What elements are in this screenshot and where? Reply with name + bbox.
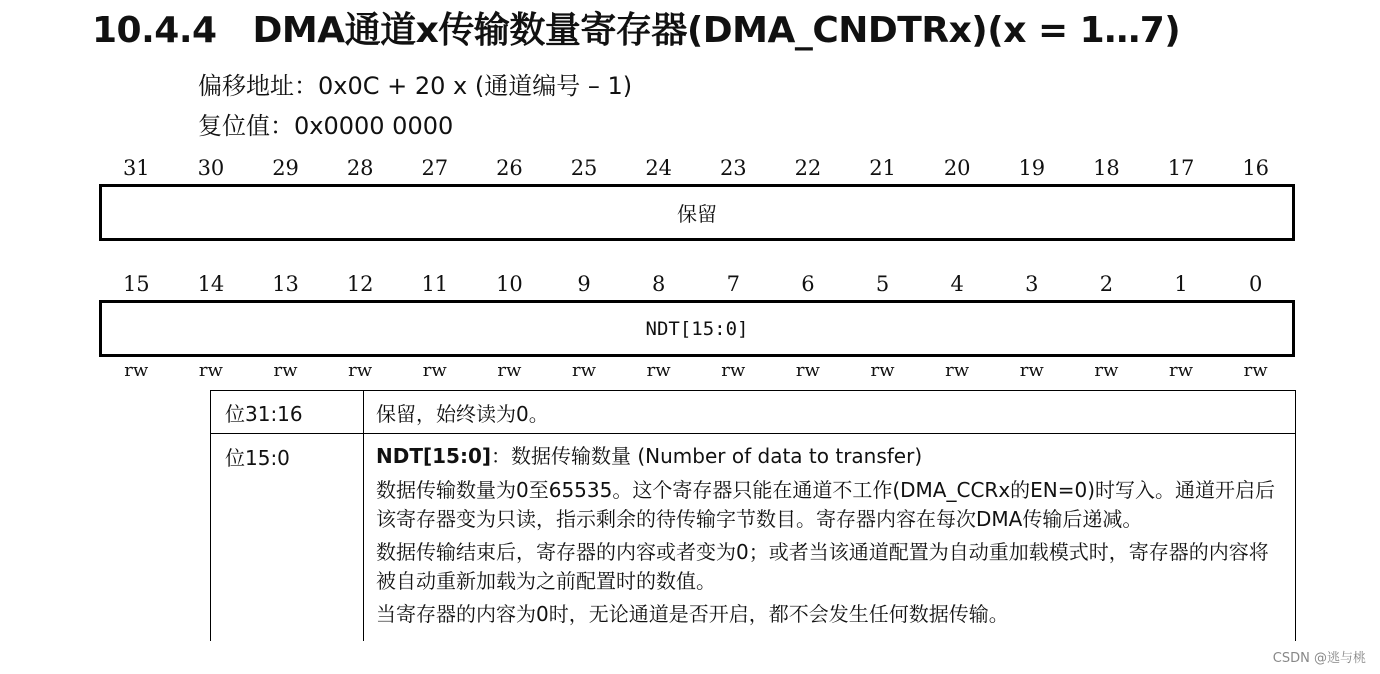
section-title: DMA通道x传输数量寄存器(DMA_CNDTRx)(x = 1…7) [252,10,1181,51]
bit-number: 25 [570,156,598,180]
bit-number: 0 [1249,272,1263,296]
bit-number: 19 [1018,156,1046,180]
bit-number: 22 [794,156,822,180]
field-heading [376,442,1283,470]
bit-range-cell: 位15:0 [211,434,364,642]
bit-number: 28 [346,156,374,180]
table-row [211,434,1296,642]
bit-number: 6 [801,272,815,296]
section-heading [92,2,1180,53]
description-paragraph: 数据传输结束后，寄存器的内容或者变为0；或者当该通道配置为自动重加载模式时，寄存器的内容将被自动重新加载为之前配置时的数值。 [376,540,1269,593]
section-number: 10.4.4 [92,10,217,51]
field-name: NDT[15:0] [376,444,492,468]
table-row [211,391,1296,434]
bit-number: 9 [577,272,591,296]
bit-number: 5 [875,272,890,296]
bit-number: 4 [950,272,964,296]
access-type: rw [1169,360,1194,381]
bit-number: 30 [197,156,225,180]
access-type: rw [198,360,223,381]
access-type: rw [1094,360,1119,381]
access-type: rw [795,360,820,381]
bit-number: 15 [122,272,150,296]
bit-number: 7 [726,272,740,296]
description-cell [364,434,1296,642]
bit-number: 16 [1242,156,1270,180]
bit-number: 29 [272,156,299,180]
offset-address: 偏移地址：0x0C + 20 x (通道编号 – 1) [198,72,633,100]
access-type: rw [497,360,522,381]
bit-description-table [210,390,1296,641]
bit-number: 8 [652,272,666,296]
access-row [99,360,1293,381]
bit-number: 1 [1174,272,1188,296]
bit-number: 2 [1099,272,1114,296]
bit-numbers-high [99,156,1293,180]
bit-number: 27 [421,156,449,180]
bit-number: 14 [197,272,225,296]
bit-number: 11 [421,272,449,296]
bit-number: 31 [122,156,150,180]
access-type: rw [721,360,746,381]
access-type: rw [124,360,149,381]
access-type: rw [1243,360,1268,381]
watermark: CSDN @逃与桃 [1272,651,1366,666]
register-reserved-field: 保留 [99,184,1295,241]
bit-number: 12 [346,272,374,296]
access-type: rw [572,360,597,381]
access-type: rw [348,360,373,381]
bit-range-cell: 位31:16 [211,391,364,434]
bit-number: 24 [645,156,673,180]
access-type: rw [870,360,895,381]
access-type: rw [646,360,671,381]
bit-numbers-low [99,272,1293,296]
description-paragraph: 数据传输数量为0至65535。这个寄存器只能在通道不工作(DMA_CCRx的EN=0)时写入。通道开启后该寄存器变为只读，指示剩余的待传输字节数目。寄存器内容在每次DMA传输后递减。 [376,478,1276,531]
access-type: rw [422,360,447,381]
bit-number: 3 [1025,272,1039,296]
description-cell: 保留，始终读为0。 [364,391,1296,434]
bit-number: 21 [869,156,896,180]
register-ndt-field: NDT[15:0] [99,300,1295,357]
reset-value: 复位值：0x0000 0000 [198,112,454,140]
bit-number: 18 [1093,156,1120,180]
bit-number: 13 [272,272,299,296]
description-paragraph: 当寄存器的内容为0时，无论通道是否开启，都不会发生任何数据传输。 [376,602,1009,626]
bit-number: 26 [496,156,523,180]
access-type: rw [945,360,970,381]
access-type: rw [1019,360,1044,381]
bit-number: 17 [1167,156,1195,180]
bit-number: 20 [943,156,971,180]
bit-number: 10 [496,272,523,296]
field-summary: ：数据传输数量 (Number of data to transfer) [491,444,923,468]
bit-number: 23 [719,156,747,180]
access-type: rw [273,360,298,381]
